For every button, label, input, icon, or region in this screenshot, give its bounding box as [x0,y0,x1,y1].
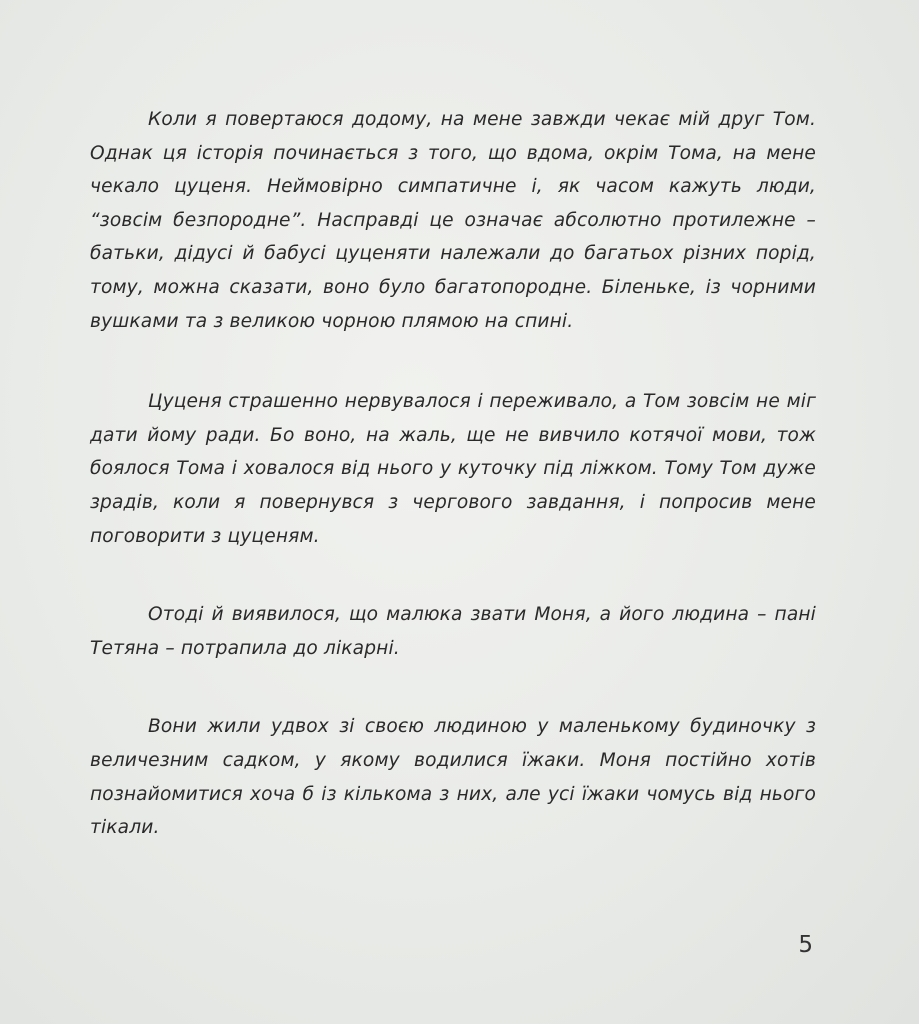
paragraph-1: Коли я повертаюся додому, на мене завжди чекає мій друг Том. Однак ця історія починається з того, що вдома, окрім Тома, на мене чекало цуценя. Неймовірно симпатичне і, як часом кажуть люди, “зовсім безпородне”. Насправді це означає абсолютно протилежне – батьки, дідусі й бабусі цуценяти належали до багатьох різних порід, тому, можна сказати, воно було багатопородне. Біленьке, із чорними вушками та з великою чорною плямою на спині. [90,109,816,332]
paragraph-2: Цуценя страшенно нервувалося і переживало, а Том зовсім не міг дати йому ради. Бо воно, на жаль, ще не вивчило котячої мови, тож боялося Тома і ховалося від нього у куточку під ліжком. Тому Том дуже зрадів, коли я повернувся з чергового завдання, і попросив мене поговорити з цуценям. [90,391,816,547]
story-text [90,103,816,892]
paragraph-3: Отоді й виявилося, що малюка звати Моня, а його людина – пані Тетяна – потрапила до лікарні. [90,604,816,659]
paragraph-4: Вони жили удвох зі своєю людиною у маленькому будиночку з величезним садком, у якому водилися їжаки. Моня постійно хотів познайомитися хоча б із кількома з них, але усі їжаки чомусь від нього тікали. [90,716,816,839]
page-number: 5 [798,932,813,958]
